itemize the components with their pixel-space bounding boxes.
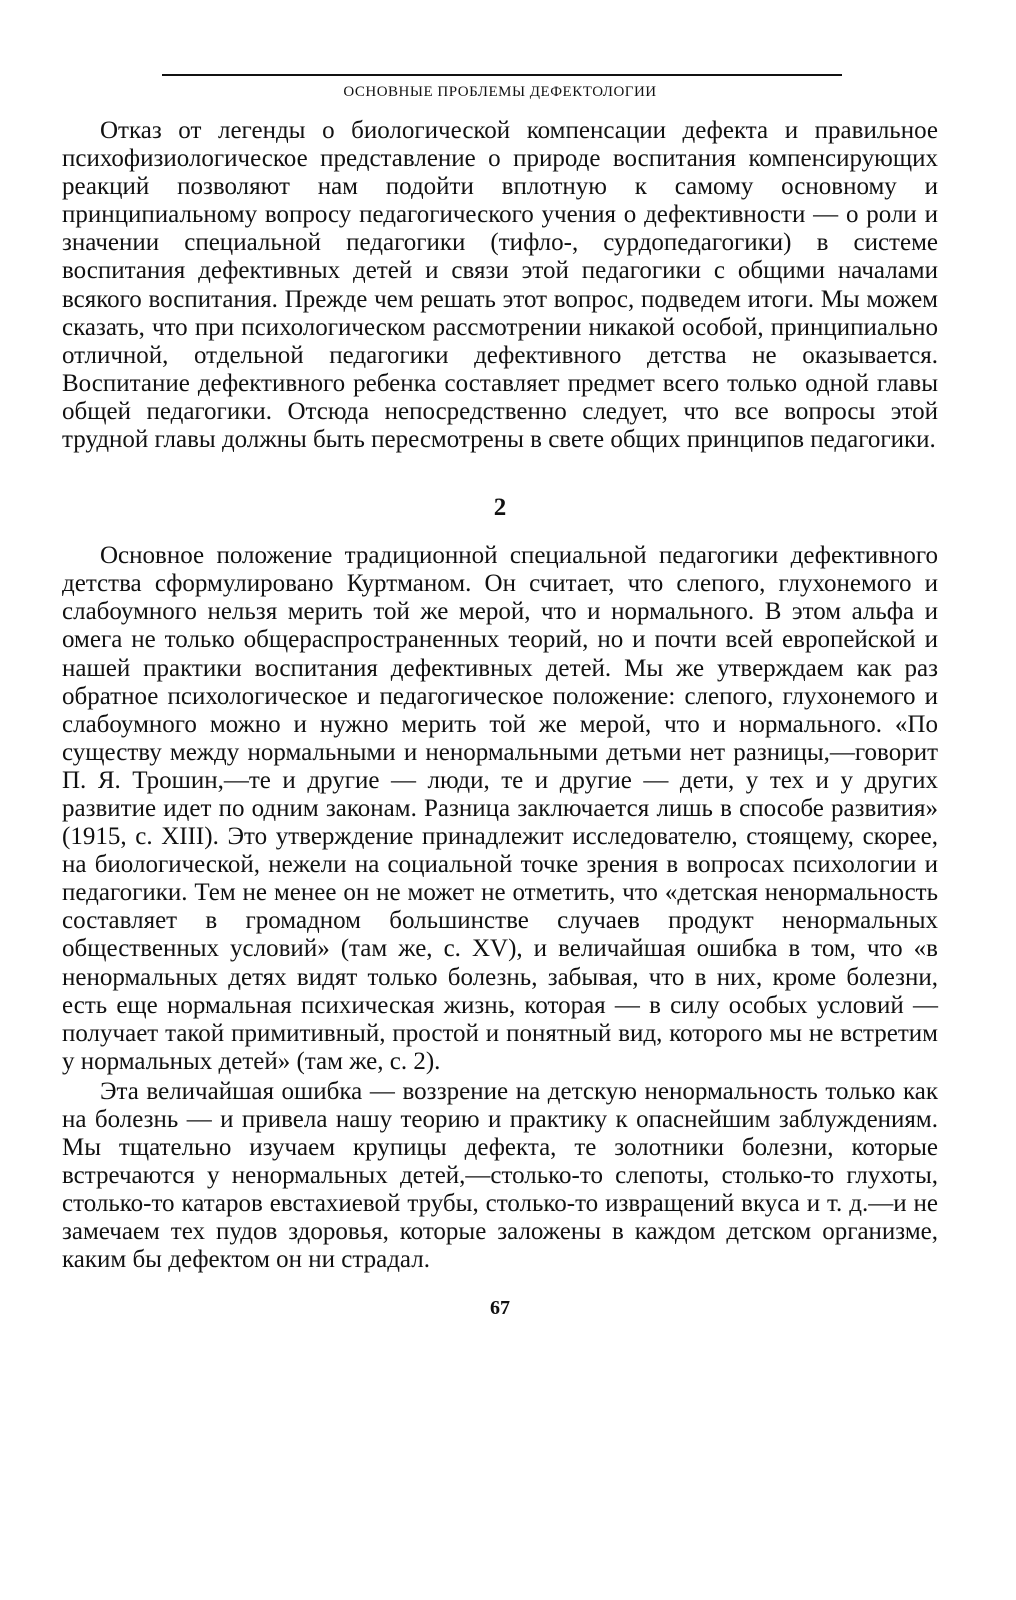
page-number: 67 — [490, 1296, 510, 1319]
header-rule — [162, 74, 842, 76]
paragraph-2: Основное положение традиционной специальной педагогики дефективного детства сформулировано Куртманом. Он считает, что слепого, глухонемого и слабоумного нельзя мерить той же мерой, что и нормального. В этом альфа и омега не только общераспространенных теорий, но и почти всей европейской и нашей практики воспитания дефективных детей. Мы же утверждаем как раз обратное психологическое и педагогическое положение: слепого, глухонемого и слабоумного можно и нужно мерить той же мерой, что и нормального. «По существу между нормальными и ненормальными детьми нет разницы,—говорит П. Я. Трошин,—те и другие — люди, те и другие — дети, у тех и у других развитие идет по одним законам. Разница заключается лишь в способе развития» (1915, с. XIII). Это утверждение принадлежит исследователю, стоящему, скорее, на биологической, нежели на социальной точке зрения в вопросах психологии и педагогики. Тем не менее он не может не отметить, что «детская ненормальность составляет в громадном большинстве случаев продукт ненормальных общественных условий» (там же, с. XV), и величайшая ошибка в том, что «в ненормальных детях видят только болезнь, забывая, что в них, кроме болезни, есть еще нормальная психическая жизнь, которая — в силу особых условий — получает такой примитивный, простой и понятный вид, которого мы не встретим у нормальных детей» (там же, с. 2). — [62, 542, 938, 1075]
running-title: ОСНОВНЫЕ ПРОБЛЕМЫ ДЕФЕКТОЛОГИИ — [343, 84, 657, 100]
paragraph-1: Отказ от легенды о биологической компенсации дефекта и правильное психофизиологическое представление о природе воспитания компенсирующих реакций позволяют нам подойти вплотную к самому основному и принципиальному вопросу педагогического учения о дефективности — о роли и значении специальной педагогики (тифло-, сурдопедагогики) в системе воспитания дефективных детей и связи этой педагогики с общими началами всякого воспитания. Прежде чем решать этот вопрос, подведем итоги. Мы можем сказать, что при психологическом рассмотрении никакой особой, принципиально отличной, отдельной педагогики дефективного детства не оказывается. Воспитание дефективного ребенка составляет предмет всего только одной главы общей педагогики. Отсюда непосредственно следует, что все вопросы этой трудной главы должны быть пересмотрены в свете общих принципов педагогики. — [62, 117, 938, 454]
section-number: 2 — [493, 494, 507, 522]
book-page — [62, 74, 938, 1574]
paragraph-3: Эта величайшая ошибка — воззрение на детскую ненормальность только как на болезнь — и привела нашу теорию и практику к опаснейшим заблуждениям. Мы тщательно изучаем крупицы дефекта, те золотники болезни, которые встречаются у ненормальных детей,—столько-то слепоты, столько-то глухоты, столько-то катаров евстахиевой трубы, столько-то извращений вкуса и т. д.—и не замечаем тех пудов здоровья, которые заложены в каждом детском организме, каким бы дефектом он ни страдал. — [62, 1077, 938, 1274]
